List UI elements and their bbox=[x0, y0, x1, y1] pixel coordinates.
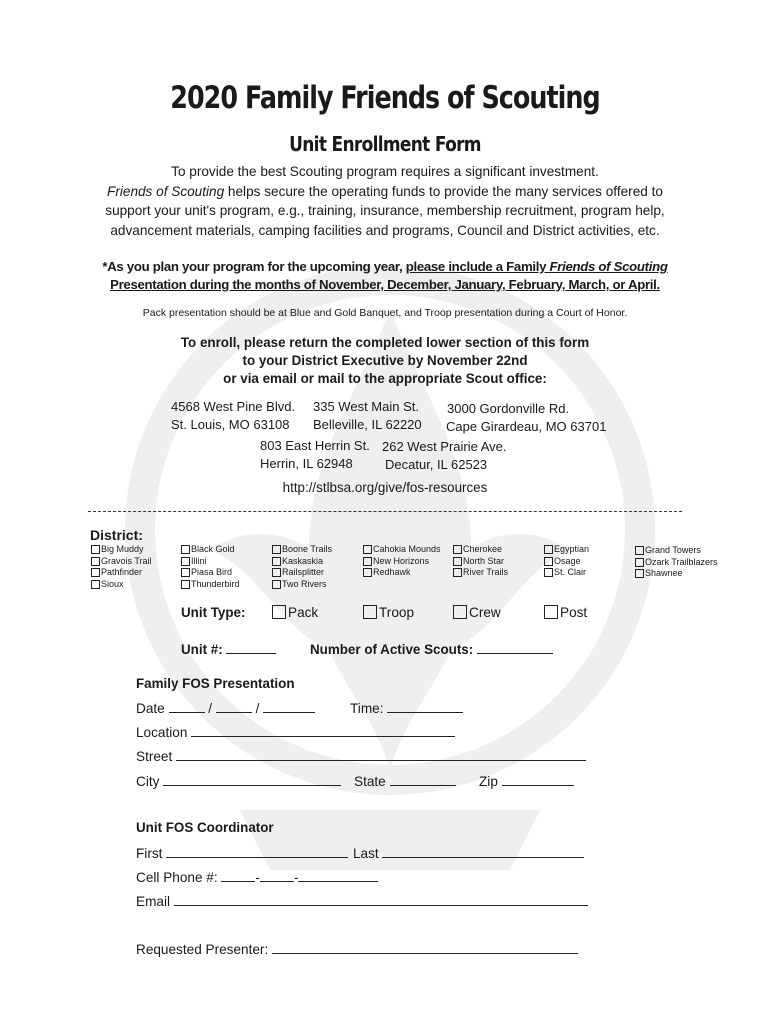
district-option-label: Cahokia Mounds bbox=[373, 544, 441, 554]
notice-part-2: please include a Family bbox=[405, 259, 550, 274]
enroll-line-1: To enroll, please return the completed lower section of this form bbox=[180, 335, 590, 350]
checkbox[interactable] bbox=[363, 605, 377, 619]
checkbox[interactable] bbox=[91, 557, 100, 566]
last-name-field bbox=[353, 845, 584, 861]
date-slash: / bbox=[208, 701, 213, 716]
unit-type-label: Unit Type: bbox=[181, 605, 246, 620]
street-label: Street bbox=[136, 749, 173, 764]
district-option-illini[interactable] bbox=[181, 556, 240, 568]
district-option-new-horizons[interactable] bbox=[363, 556, 441, 568]
checkbox[interactable] bbox=[635, 558, 644, 567]
requested-presenter-field bbox=[136, 941, 578, 957]
district-option-label: Grand Towers bbox=[645, 545, 701, 555]
unit-type-troop[interactable] bbox=[363, 605, 414, 620]
checkbox[interactable] bbox=[181, 580, 190, 589]
district-option-redhawk[interactable] bbox=[363, 567, 441, 579]
address-city: Herrin, IL 62948 bbox=[260, 456, 353, 471]
district-option-black-gold[interactable] bbox=[181, 544, 240, 556]
coordinator-heading: Unit FOS Coordinator bbox=[136, 820, 274, 835]
requested-presenter-input[interactable] bbox=[272, 941, 578, 954]
intro-line-1: To provide the best Scouting program requires a significant investment. bbox=[171, 164, 599, 179]
district-option-label: Railsplitter bbox=[282, 567, 325, 577]
presentation-notice bbox=[60, 258, 710, 294]
district-option-label: New Horizons bbox=[373, 555, 430, 566]
state-input[interactable] bbox=[390, 773, 456, 786]
checkbox[interactable] bbox=[635, 569, 644, 578]
checkbox[interactable] bbox=[363, 557, 372, 566]
address-city: Belleville, IL 62220 bbox=[313, 417, 422, 432]
enroll-instructions bbox=[60, 334, 710, 388]
district-option-thunderbird[interactable] bbox=[181, 579, 240, 591]
district-option-label: Big Muddy bbox=[101, 544, 144, 554]
district-option-label: Boone Trails bbox=[282, 544, 333, 554]
address-street: 803 East Herrin St. bbox=[260, 438, 370, 453]
checkbox[interactable] bbox=[181, 568, 190, 577]
district-option-label: Cherokee bbox=[463, 544, 503, 554]
checkbox[interactable] bbox=[272, 580, 281, 589]
location-input[interactable] bbox=[191, 724, 455, 737]
last-name-label: Last bbox=[353, 846, 379, 861]
address-street: 3000 Gordonville Rd. bbox=[447, 401, 570, 416]
district-option-label: River Trails bbox=[463, 567, 509, 577]
time-input[interactable] bbox=[387, 700, 463, 713]
district-option-big-muddy[interactable] bbox=[91, 544, 152, 556]
district-option-sioux[interactable] bbox=[91, 579, 152, 591]
district-column-1 bbox=[91, 544, 152, 590]
checkbox[interactable] bbox=[91, 568, 100, 577]
district-option-egyptian[interactable] bbox=[544, 544, 589, 556]
address-city: Decatur, IL 62523 bbox=[385, 457, 488, 472]
presentation-heading: Family FOS Presentation bbox=[136, 676, 295, 691]
address-street: 4568 West Pine Blvd. bbox=[171, 399, 296, 414]
first-name-input[interactable] bbox=[166, 845, 348, 858]
notice-line-2: Presentation during the months of November, December, January, February, March, or April. bbox=[110, 277, 660, 292]
address-city: St. Louis, MO 63108 bbox=[171, 417, 290, 432]
date-day-input[interactable] bbox=[216, 700, 252, 713]
district-option-label: St. Clair bbox=[554, 567, 587, 577]
email-label: Email bbox=[136, 894, 170, 909]
enroll-line-2: to your District Executive by November 22nd bbox=[242, 353, 528, 368]
district-option-label: Redhawk bbox=[373, 567, 411, 577]
district-option-label: Pathfinder bbox=[101, 567, 143, 577]
checkbox[interactable] bbox=[272, 545, 281, 554]
district-option-label: North Star bbox=[463, 555, 505, 566]
checkbox[interactable] bbox=[453, 568, 462, 577]
fos-resources-link[interactable]: http://stlbsa.org/give/fos-resources bbox=[282, 480, 488, 495]
checkbox[interactable] bbox=[181, 545, 190, 554]
enroll-line-3: or via email or mail to the appropriate Scout office: bbox=[223, 371, 547, 386]
time-field bbox=[350, 700, 463, 716]
district-option-label: Piasa Bird bbox=[191, 567, 233, 577]
zip-field bbox=[479, 773, 574, 789]
district-option-label: Sioux bbox=[101, 578, 124, 589]
unit-number-input[interactable] bbox=[226, 641, 276, 654]
checkbox[interactable] bbox=[363, 545, 372, 554]
district-option-label: Ozark Trailblazers bbox=[645, 556, 718, 567]
email-input[interactable] bbox=[174, 893, 588, 906]
unit-type-pack[interactable] bbox=[272, 605, 318, 620]
district-option-cherokee[interactable] bbox=[453, 544, 508, 556]
address-decatur bbox=[382, 438, 507, 474]
unit-type-option-label: Troop bbox=[379, 605, 415, 620]
checkbox[interactable] bbox=[453, 545, 462, 554]
unit-type-option-label: Crew bbox=[469, 605, 501, 620]
address-st-louis bbox=[171, 398, 295, 434]
district-option-osage[interactable] bbox=[544, 556, 589, 568]
intro-line-4: advancement materials, camping facilities and programs, Council and District activities, etc. bbox=[110, 222, 660, 238]
checkbox[interactable] bbox=[91, 580, 100, 589]
phone-area-input[interactable] bbox=[221, 869, 255, 882]
district-option-river-trails[interactable] bbox=[453, 567, 508, 579]
city-input[interactable] bbox=[163, 773, 341, 786]
checkbox[interactable] bbox=[181, 557, 190, 566]
location-label: Location bbox=[136, 725, 188, 740]
form-subtitle: Unit Enrollment Form bbox=[289, 132, 481, 156]
district-column-6 bbox=[544, 544, 589, 579]
form-title: 2020 Family Friends of Scouting bbox=[170, 80, 600, 116]
notice-line-1 bbox=[60, 258, 710, 276]
checkbox[interactable] bbox=[91, 545, 100, 554]
district-option-north-star[interactable] bbox=[453, 556, 508, 568]
phone-line-input[interactable] bbox=[298, 869, 378, 882]
district-option-railsplitter[interactable] bbox=[272, 567, 332, 579]
checkbox[interactable] bbox=[544, 557, 553, 566]
district-option-label: Thunderbird bbox=[191, 578, 240, 589]
district-option-label: Osage bbox=[554, 555, 581, 566]
active-scouts-label: Number of Active Scouts: bbox=[310, 642, 474, 657]
address-city: Cape Girardeau, MO 63701 bbox=[446, 419, 607, 434]
intro-fos-italic: Friends of Scouting bbox=[107, 183, 225, 199]
district-option-pathfinder[interactable] bbox=[91, 567, 152, 579]
checkbox[interactable] bbox=[544, 605, 558, 619]
district-option-kaskaskia[interactable] bbox=[272, 556, 332, 568]
district-option-cahokia-mounds[interactable] bbox=[363, 544, 441, 556]
date-year-input[interactable] bbox=[263, 700, 315, 713]
checkbox[interactable] bbox=[363, 568, 372, 577]
date-month-input[interactable] bbox=[169, 700, 205, 713]
unit-type-post[interactable] bbox=[544, 605, 587, 620]
address-belleville bbox=[313, 398, 422, 434]
active-scouts-input[interactable] bbox=[477, 641, 553, 654]
cell-phone-label: Cell Phone #: bbox=[136, 870, 218, 885]
district-column-7 bbox=[635, 545, 718, 580]
address-cape-girardeau bbox=[446, 400, 606, 436]
state-field bbox=[354, 773, 456, 789]
checkbox[interactable] bbox=[272, 557, 281, 566]
district-option-gravois-trail[interactable] bbox=[91, 556, 152, 568]
last-name-input[interactable] bbox=[382, 845, 584, 858]
checkbox[interactable] bbox=[272, 605, 286, 619]
address-street: 262 West Prairie Ave. bbox=[382, 439, 507, 454]
district-option-label: Kaskaskia bbox=[282, 555, 324, 566]
notice-part-1: *As you plan your program for the upcoming year, bbox=[102, 259, 406, 274]
unit-number-field bbox=[181, 641, 276, 657]
district-option-grand-towers[interactable] bbox=[635, 545, 718, 557]
checkbox[interactable] bbox=[453, 605, 467, 619]
checkbox[interactable] bbox=[544, 568, 553, 577]
location-field bbox=[136, 724, 455, 740]
state-label: State bbox=[354, 774, 386, 789]
district-label: District: bbox=[90, 527, 143, 543]
unit-number-label: Unit #: bbox=[181, 642, 223, 657]
email-field bbox=[136, 893, 588, 909]
phone-dash: - bbox=[293, 870, 299, 885]
first-name-label: First bbox=[136, 846, 163, 861]
district-option-label: Shawnee bbox=[645, 568, 683, 578]
district-option-label: Two Rivers bbox=[282, 578, 327, 589]
address-herrin bbox=[260, 437, 370, 473]
zip-label: Zip bbox=[479, 774, 498, 789]
district-option-two-rivers[interactable] bbox=[272, 579, 332, 591]
city-field bbox=[136, 773, 341, 789]
street-field bbox=[136, 748, 586, 764]
date-field bbox=[136, 700, 315, 716]
district-column-4 bbox=[363, 544, 441, 579]
district-column-2 bbox=[181, 544, 240, 590]
cut-line-divider bbox=[88, 511, 682, 512]
district-option-boone-trails[interactable] bbox=[272, 544, 332, 556]
intro-paragraph bbox=[60, 162, 710, 240]
district-option-st-clair[interactable] bbox=[544, 567, 589, 579]
district-column-5 bbox=[453, 544, 508, 579]
zip-input[interactable] bbox=[502, 773, 574, 786]
checkbox[interactable] bbox=[453, 557, 462, 566]
active-scouts-field bbox=[310, 641, 553, 657]
district-option-label: Illini bbox=[191, 555, 207, 566]
unit-type-option-label: Pack bbox=[288, 605, 319, 620]
district-option-shawnee[interactable] bbox=[635, 568, 718, 580]
district-option-piasa-bird[interactable] bbox=[181, 567, 240, 579]
city-label: City bbox=[136, 774, 160, 789]
phone-dash: - bbox=[255, 870, 260, 885]
intro-line-2 bbox=[60, 182, 710, 202]
district-option-ozark-trailblazers[interactable] bbox=[635, 557, 718, 569]
checkbox[interactable] bbox=[272, 568, 281, 577]
presentation-timing-note: Pack presentation should be at Blue and Gold Banquet, and Troop presentation during a Court of Honor. bbox=[142, 307, 628, 319]
district-column-3 bbox=[272, 544, 332, 590]
checkbox[interactable] bbox=[635, 546, 644, 555]
district-option-label: Black Gold bbox=[191, 544, 235, 554]
cell-phone-field bbox=[136, 869, 378, 885]
first-name-field bbox=[136, 845, 348, 861]
requested-presenter-label: Requested Presenter: bbox=[136, 942, 269, 957]
notice-fos-italic: Friends of Scouting bbox=[549, 259, 668, 274]
intro-line-3: support your unit's program, e.g., training, insurance, membership recruitment, program help, bbox=[105, 203, 665, 218]
date-label: Date bbox=[136, 701, 165, 716]
address-street: 335 West Main St. bbox=[313, 399, 419, 414]
phone-prefix-input[interactable] bbox=[260, 869, 294, 882]
unit-type-crew[interactable] bbox=[453, 605, 501, 620]
street-input[interactable] bbox=[176, 748, 586, 761]
district-option-label: Egyptian bbox=[554, 544, 590, 554]
intro-line-2-rest: helps secure the operating funds to provide the many services offered to bbox=[224, 183, 663, 199]
checkbox[interactable] bbox=[544, 545, 553, 554]
date-slash: / bbox=[255, 701, 260, 716]
time-label: Time: bbox=[350, 701, 384, 716]
district-option-label: Gravois Trail bbox=[101, 555, 152, 566]
unit-type-option-label: Post bbox=[560, 605, 588, 620]
